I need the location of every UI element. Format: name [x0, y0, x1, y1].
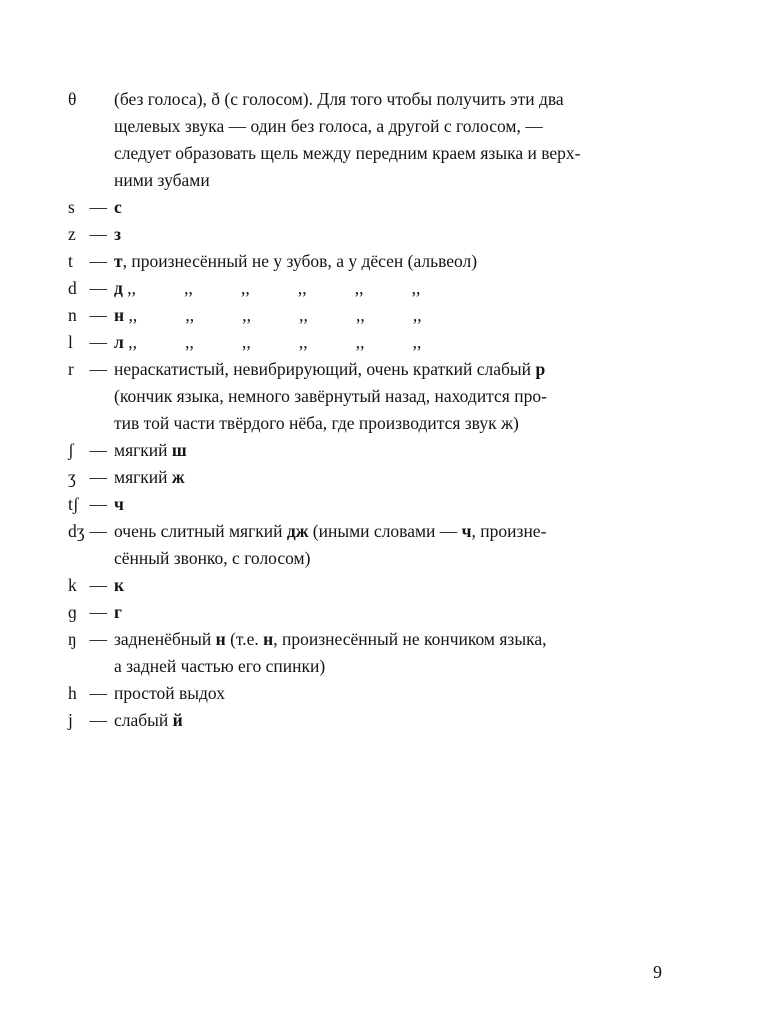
entry-description: к: [114, 575, 125, 595]
entry-description: простой выдох: [114, 683, 225, 703]
entry-description: (без голоса), ð (с голосом). Для того чтобы получить эти два щелевых звука — один без голоса, а другой с голосом, — следует образовать щель между передним краем языка и верх- ними зубами: [114, 89, 581, 190]
phonetic-symbol: n —: [68, 302, 114, 329]
entry-row: [68, 572, 684, 599]
entry-row: [68, 329, 684, 356]
entry-row: [68, 518, 684, 572]
dash: —: [89, 305, 107, 325]
entry-row: [68, 491, 684, 518]
dash: —: [89, 467, 107, 487]
entry-description: нераскатистый, невибрирующий, очень краткий слабый р (кончик языка, немного завёрнутый назад, находится про- тив той части твёрдого нёба, где производится звук ж): [114, 359, 547, 433]
dash: —: [89, 440, 107, 460]
entry-description: ч: [114, 494, 124, 514]
entry-row: [68, 221, 684, 248]
phonetic-symbol: d —: [68, 275, 114, 302]
page-number: 9: [653, 962, 662, 982]
entry-row: [68, 194, 684, 221]
entry-description: слабый й: [114, 710, 183, 730]
entry-row: [68, 680, 684, 707]
dash: —: [89, 278, 107, 298]
phonetic-symbol: dʒ —: [68, 518, 114, 545]
entry-description: мягкий ш: [114, 440, 187, 460]
phonetic-symbol: r —: [68, 356, 114, 383]
entries-list: [68, 86, 684, 734]
dash: —: [89, 197, 107, 217]
entry-row: [68, 626, 684, 680]
entry-row: [68, 248, 684, 275]
phonetic-symbol: t —: [68, 248, 114, 275]
entry-row: [68, 437, 684, 464]
entry-row: [68, 599, 684, 626]
entry-row: [68, 356, 684, 437]
dash: —: [89, 359, 107, 379]
entry-row: [68, 707, 684, 734]
entry-description: л ,, ,, ,, ,, ,, ,,: [114, 332, 422, 352]
phonetic-symbol: ʒ —: [68, 464, 114, 491]
entry-description: з: [114, 224, 122, 244]
dash: —: [89, 494, 107, 514]
entry-description: г: [114, 602, 122, 622]
dash: —: [89, 224, 107, 244]
phonetic-symbol: h —: [68, 680, 114, 707]
dash: —: [89, 629, 107, 649]
dash: —: [89, 710, 107, 730]
phonetic-symbol: s —: [68, 194, 114, 221]
phonetic-symbol: z —: [68, 221, 114, 248]
entry-description: с: [114, 197, 122, 217]
entry-description: мягкий ж: [114, 467, 185, 487]
phonetic-symbol: ŋ —: [68, 626, 114, 653]
dash: —: [89, 602, 107, 622]
entry-description: т, произнесённый не у зубов, а у дёсен (альвеол): [114, 251, 478, 271]
entry-row: [68, 275, 684, 302]
dash: —: [89, 683, 107, 703]
dash: —: [89, 251, 107, 271]
entry-description: д ,, ,, ,, ,, ,, ,,: [114, 278, 421, 298]
dash: —: [89, 521, 107, 541]
entry-row: [68, 302, 684, 329]
entry-row: [68, 464, 684, 491]
phonetic-symbol: l —: [68, 329, 114, 356]
phonetic-symbol: j —: [68, 707, 114, 734]
dash: —: [89, 575, 107, 595]
phonetic-symbol: θ: [68, 89, 77, 109]
entry-row: [68, 86, 684, 194]
phonetic-symbol: tʃ —: [68, 491, 114, 518]
entry-description: н ,, ,, ,, ,, ,, ,,: [114, 305, 422, 325]
dash: —: [89, 332, 107, 352]
entry-description: очень слитный мягкий дж (иными словами — ч, произне- сённый звонко, с голосом): [114, 521, 547, 568]
entry-description: задненёбный н (т.е. н, произнесённый не кончиком языка, а задней частью его спинки): [114, 629, 547, 676]
phonetic-symbol: k —: [68, 572, 114, 599]
phonetic-symbol: ʃ —: [68, 437, 114, 464]
phonetic-symbol: ɡ —: [68, 599, 114, 626]
